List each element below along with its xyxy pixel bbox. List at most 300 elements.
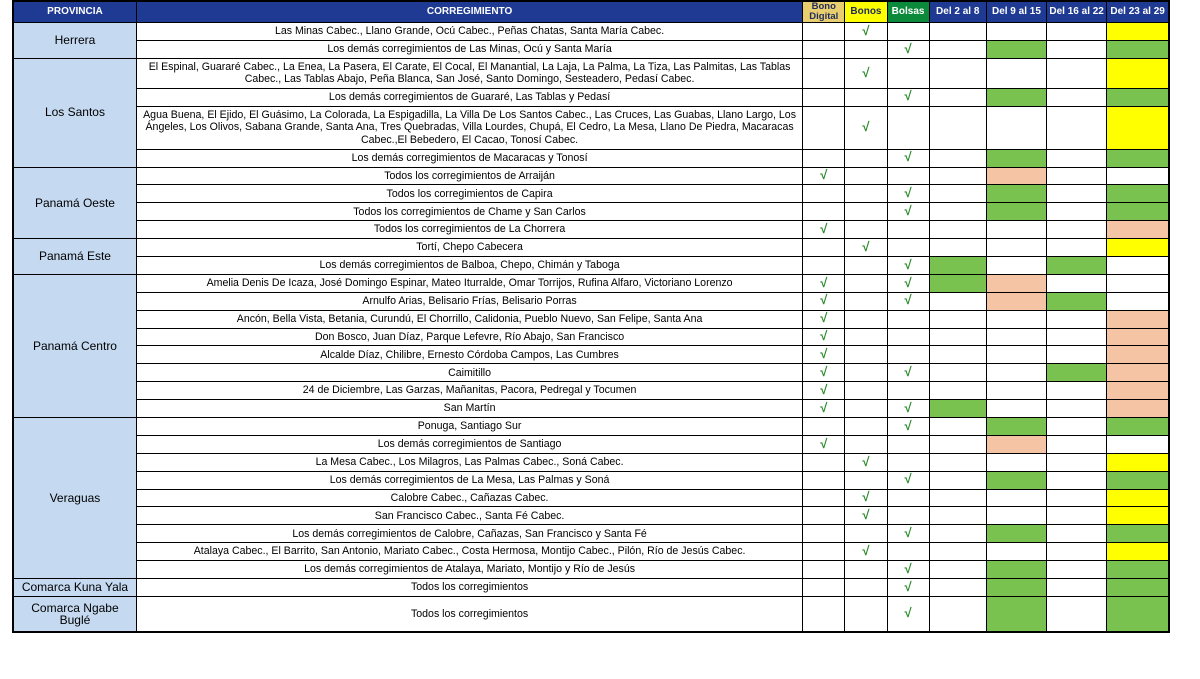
table-row [13,561,1169,579]
bonos-cell [845,40,887,58]
bd-cell [803,328,845,346]
week-1-cell [929,489,986,507]
bolsas-cell [887,596,929,632]
week-1-cell [929,239,986,257]
week-2-cell [986,489,1046,507]
corregimiento-cell: Ancón, Bella Vista, Betania, Curundú, El Chorrillo, Calidonia, Pueblo Nuevo, San Felipe, Santa Ana [136,310,802,328]
bd-cell [803,435,845,453]
corregimiento-cell: Todos los corregimientos de Capira [136,185,802,203]
corregimiento-cell: San Francisco Cabec., Santa Fé Cabec. [136,507,802,525]
province-cell: Panamá Este [13,239,136,275]
bd-cell [803,525,845,543]
week-4-cell [1107,453,1169,471]
week-2-cell [986,328,1046,346]
week-4-cell [1107,23,1169,41]
week-4-cell [1107,185,1169,203]
week-2-cell [986,525,1046,543]
week-3-cell [1047,561,1107,579]
bd-cell [803,185,845,203]
week-3-cell [1047,328,1107,346]
header-provincia: PROVINCIA [13,1,136,23]
bd-cell [803,543,845,561]
table-row [13,88,1169,106]
schedule-body [13,23,1169,633]
week-3-cell [1047,106,1107,149]
bd-cell [803,274,845,292]
week-1-cell [929,364,986,382]
province-cell: Panamá Centro [13,274,136,417]
bd-cell [803,257,845,275]
week-4-cell [1107,489,1169,507]
week-1-cell [929,525,986,543]
bd-cell [803,471,845,489]
check-icon: √ [904,605,912,621]
bonos-cell [845,274,887,292]
week-4-cell [1107,471,1169,489]
week-2-cell [986,88,1046,106]
header-week-4: Del 23 al 29 [1107,1,1169,23]
week-4-cell [1107,328,1169,346]
province-cell: Panamá Oeste [13,167,136,239]
bolsas-cell [887,203,929,221]
province-cell: Los Santos [13,58,136,167]
table-row [13,239,1169,257]
bd-cell [803,364,845,382]
bonos-cell [845,58,887,88]
week-3-cell [1047,274,1107,292]
week-3-cell [1047,579,1107,597]
week-1-cell [929,596,986,632]
check-icon: √ [904,185,912,201]
province-cell: Comarca Ngabe Buglé [13,596,136,632]
bolsas-cell [887,561,929,579]
bonos-cell [845,239,887,257]
check-icon: √ [820,435,828,451]
bd-cell [803,346,845,364]
header-corregimiento: CORREGIMIENTO [136,1,802,23]
check-icon: √ [862,489,870,505]
header-week-1: Del 2 al 8 [929,1,986,23]
bd-cell [803,453,845,471]
table-row [13,418,1169,436]
week-4-cell [1107,596,1169,632]
bonos-cell [845,418,887,436]
week-2-cell [986,471,1046,489]
week-2-cell [986,453,1046,471]
bd-cell [803,23,845,41]
week-3-cell [1047,221,1107,239]
corregimiento-cell: Los demás corregimientos de La Mesa, Las Palmas y Soná [136,471,802,489]
corregimiento-cell: Los demás corregimientos de Balboa, Chepo, Chimán y Taboga [136,257,802,275]
week-3-cell [1047,40,1107,58]
week-3-cell [1047,292,1107,310]
corregimiento-cell: Los demás corregimientos de Macaracas y Tonosí [136,149,802,167]
table-row [13,489,1169,507]
check-icon: √ [820,274,828,290]
bd-cell [803,489,845,507]
table-row [13,149,1169,167]
week-1-cell [929,274,986,292]
week-2-cell [986,382,1046,400]
bonos-cell [845,400,887,418]
table-row [13,543,1169,561]
bonos-cell [845,453,887,471]
check-icon: √ [904,292,912,308]
week-3-cell [1047,543,1107,561]
check-icon: √ [904,399,912,415]
week-3-cell [1047,489,1107,507]
corregimiento-cell: Ponuga, Santiago Sur [136,418,802,436]
corregimiento-cell: Los demás corregimientos de Guararé, Las Tablas y Pedasí [136,88,802,106]
week-4-cell [1107,58,1169,88]
week-2-cell [986,596,1046,632]
week-1-cell [929,167,986,185]
week-1-cell [929,328,986,346]
week-2-cell [986,310,1046,328]
bolsas-cell [887,507,929,525]
bolsas-cell [887,221,929,239]
check-icon: √ [904,274,912,290]
check-icon: √ [862,64,870,80]
bolsas-cell [887,274,929,292]
week-2-cell [986,507,1046,525]
bd-cell [803,507,845,525]
week-1-cell [929,23,986,41]
corregimiento-cell: Agua Buena, El Ejido, El Guásimo, La Colorada, La Espigadilla, La Villa De Los Santos Cabec., Las Cruces, Las Guabas, Llano Largo, Los Ángeles, Los Olivos, Sabana Grande, Santa Ana, Tres Quebradas, Villa Lourdes, Chupá, El Cedro, La Mesa, Llano De Piedra, Macaracas Cabec.,El Bebedero, El Cacao, Tonosí Cabec. [136,106,802,149]
table-row [13,435,1169,453]
week-1-cell [929,40,986,58]
week-2-cell [986,579,1046,597]
table-row [13,185,1169,203]
table-row [13,471,1169,489]
corregimiento-cell: San Martín [136,400,802,418]
week-4-cell [1107,364,1169,382]
week-2-cell [986,400,1046,418]
week-4-cell [1107,88,1169,106]
check-icon: √ [820,328,828,344]
table-row [13,23,1169,41]
bd-cell [803,418,845,436]
bd-cell [803,292,845,310]
week-3-cell [1047,364,1107,382]
province-cell: Comarca Kuna Yala [13,579,136,597]
week-3-cell [1047,185,1107,203]
province-cell: Veraguas [13,418,136,579]
week-4-cell [1107,507,1169,525]
check-icon: √ [820,292,828,308]
week-2-cell [986,418,1046,436]
bd-cell [803,167,845,185]
check-icon: √ [904,578,912,594]
bolsas-cell [887,435,929,453]
bd-cell [803,106,845,149]
bonos-cell [845,292,887,310]
bolsas-cell [887,257,929,275]
bonos-cell [845,106,887,149]
week-4-cell [1107,203,1169,221]
week-3-cell [1047,453,1107,471]
check-icon: √ [904,417,912,433]
week-3-cell [1047,88,1107,106]
week-4-cell [1107,149,1169,167]
bolsas-cell [887,453,929,471]
bonos-cell [845,167,887,185]
week-2-cell [986,106,1046,149]
corregimiento-cell: Don Bosco, Juan Díaz, Parque Lefevre, Río Abajo, San Francisco [136,328,802,346]
week-2-cell [986,292,1046,310]
table-row [13,579,1169,597]
table-row [13,106,1169,149]
header-bolsas: Bolsas [887,1,929,23]
check-icon: √ [904,364,912,380]
week-2-cell [986,364,1046,382]
bolsas-cell [887,418,929,436]
bonos-cell [845,435,887,453]
check-icon: √ [904,471,912,487]
week-4-cell [1107,274,1169,292]
check-icon: √ [904,40,912,56]
bd-cell [803,88,845,106]
week-3-cell [1047,239,1107,257]
week-2-cell [986,239,1046,257]
bonos-cell [845,561,887,579]
table-row [13,382,1169,400]
table-row [13,203,1169,221]
header-row [13,1,1169,23]
bonos-cell [845,149,887,167]
week-1-cell [929,58,986,88]
week-2-cell [986,149,1046,167]
check-icon: √ [862,238,870,254]
corregimiento-cell: La Mesa Cabec., Los Milagros, Las Palmas Cabec., Soná Cabec. [136,453,802,471]
check-icon: √ [904,256,912,272]
week-4-cell [1107,579,1169,597]
check-icon: √ [820,220,828,236]
bonos-cell [845,221,887,239]
week-1-cell [929,346,986,364]
header-week-2: Del 9 al 15 [986,1,1046,23]
check-icon: √ [904,149,912,165]
bonos-cell [845,257,887,275]
week-3-cell [1047,400,1107,418]
week-2-cell [986,435,1046,453]
bonos-cell [845,310,887,328]
week-1-cell [929,435,986,453]
week-3-cell [1047,203,1107,221]
bolsas-cell [887,23,929,41]
check-icon: √ [820,310,828,326]
bd-cell [803,203,845,221]
table-row [13,507,1169,525]
week-4-cell [1107,346,1169,364]
bonos-cell [845,364,887,382]
week-4-cell [1107,418,1169,436]
week-4-cell [1107,435,1169,453]
bd-cell [803,221,845,239]
check-icon: √ [862,542,870,558]
bolsas-cell [887,88,929,106]
corregimiento-cell: Todos los corregimientos [136,596,802,632]
week-3-cell [1047,382,1107,400]
table-row [13,40,1169,58]
bolsas-cell [887,346,929,364]
corregimiento-cell: Los demás corregimientos de Calobre, Cañazas, San Francisco y Santa Fé [136,525,802,543]
bd-cell [803,596,845,632]
check-icon: √ [820,167,828,183]
week-2-cell [986,167,1046,185]
check-icon: √ [820,381,828,397]
week-3-cell [1047,435,1107,453]
check-icon: √ [862,22,870,38]
week-4-cell [1107,239,1169,257]
week-4-cell [1107,106,1169,149]
week-4-cell [1107,167,1169,185]
week-1-cell [929,579,986,597]
bd-cell [803,579,845,597]
week-4-cell [1107,561,1169,579]
schedule-table [12,0,1170,633]
week-1-cell [929,453,986,471]
week-2-cell [986,257,1046,275]
bolsas-cell [887,149,929,167]
bolsas-cell [887,489,929,507]
province-cell: Herrera [13,23,136,59]
bolsas-cell [887,525,929,543]
table-row [13,274,1169,292]
week-3-cell [1047,23,1107,41]
week-1-cell [929,185,986,203]
bolsas-cell [887,239,929,257]
week-2-cell [986,543,1046,561]
bonos-cell [845,346,887,364]
check-icon: √ [862,453,870,469]
week-1-cell [929,507,986,525]
week-1-cell [929,418,986,436]
week-3-cell [1047,149,1107,167]
week-1-cell [929,106,986,149]
corregimiento-cell: El Espinal, Guararé Cabec., La Enea, La Pasera, El Carate, El Cocal, El Manantial, La Laja, La Palma, La Tiza, Las Palmitas, Las Tablas Cabec., Las Tablas Abajo, Peña Blanca, San José, Santo Domingo, Sesteadero, Pedasí Cabec. [136,58,802,88]
bolsas-cell [887,292,929,310]
check-icon: √ [904,560,912,576]
check-icon: √ [904,525,912,541]
table-row [13,292,1169,310]
check-icon: √ [862,118,870,134]
corregimiento-cell: Arnulfo Arias, Belisario Frías, Belisario Porras [136,292,802,310]
week-4-cell [1107,292,1169,310]
bd-cell [803,310,845,328]
week-3-cell [1047,167,1107,185]
week-1-cell [929,561,986,579]
bolsas-cell [887,328,929,346]
corregimiento-cell: Los demás corregimientos de Atalaya, Mariato, Montijo y Río de Jesús [136,561,802,579]
bonos-cell [845,203,887,221]
check-icon: √ [820,346,828,362]
table-row [13,525,1169,543]
corregimiento-cell: Atalaya Cabec., El Barrito, San Antonio, Mariato Cabec., Costa Hermosa, Montijo Cabec., Pilón, Río de Jesús Cabec. [136,543,802,561]
check-icon: √ [862,507,870,523]
bd-cell [803,149,845,167]
check-icon: √ [904,88,912,104]
week-1-cell [929,471,986,489]
bonos-cell [845,543,887,561]
table-row [13,453,1169,471]
week-4-cell [1107,221,1169,239]
bonos-cell [845,579,887,597]
corregimiento-cell: Los demás corregimientos de Las Minas, Ocú y Santa María [136,40,802,58]
week-2-cell [986,58,1046,88]
bonos-cell [845,328,887,346]
corregimiento-cell: Amelia Denis De Icaza, José Domingo Espinar, Mateo Iturralde, Omar Torrijos, Rufina Alfaro, Victoriano Lorenzo [136,274,802,292]
week-3-cell [1047,346,1107,364]
week-4-cell [1107,382,1169,400]
week-2-cell [986,185,1046,203]
week-2-cell [986,346,1046,364]
table-row [13,346,1169,364]
bolsas-cell [887,167,929,185]
week-2-cell [986,40,1046,58]
bd-cell [803,561,845,579]
week-2-cell [986,23,1046,41]
week-4-cell [1107,400,1169,418]
week-4-cell [1107,257,1169,275]
week-1-cell [929,149,986,167]
bolsas-cell [887,400,929,418]
corregimiento-cell: Tortí, Chepo Cabecera [136,239,802,257]
bolsas-cell [887,471,929,489]
week-1-cell [929,257,986,275]
corregimiento-cell: Las Minas Cabec., Llano Grande, Ocú Cabec., Peñas Chatas, Santa María Cabec. [136,23,802,41]
bolsas-cell [887,185,929,203]
week-3-cell [1047,418,1107,436]
week-3-cell [1047,525,1107,543]
week-1-cell [929,382,986,400]
header-week-3: Del 16 al 22 [1047,1,1107,23]
check-icon: √ [820,364,828,380]
corregimiento-cell: Todos los corregimientos de La Chorrera [136,221,802,239]
week-3-cell [1047,257,1107,275]
bonos-cell [845,489,887,507]
week-3-cell [1047,507,1107,525]
table-row [13,364,1169,382]
check-icon: √ [820,399,828,415]
check-icon: √ [904,203,912,219]
table-row [13,58,1169,88]
table-row [13,400,1169,418]
week-4-cell [1107,310,1169,328]
week-3-cell [1047,596,1107,632]
week-4-cell [1107,525,1169,543]
week-1-cell [929,310,986,328]
bonos-cell [845,88,887,106]
bonos-cell [845,525,887,543]
week-2-cell [986,274,1046,292]
week-3-cell [1047,58,1107,88]
week-1-cell [929,400,986,418]
bolsas-cell [887,382,929,400]
week-1-cell [929,203,986,221]
table-row [13,310,1169,328]
bolsas-cell [887,106,929,149]
corregimiento-cell: Caimitillo [136,364,802,382]
corregimiento-cell: Alcalde Díaz, Chilibre, Ernesto Córdoba Campos, Las Cumbres [136,346,802,364]
table-row [13,167,1169,185]
week-2-cell [986,221,1046,239]
bd-cell [803,58,845,88]
week-4-cell [1107,543,1169,561]
bd-cell [803,382,845,400]
bonos-cell [845,596,887,632]
table-row [13,328,1169,346]
